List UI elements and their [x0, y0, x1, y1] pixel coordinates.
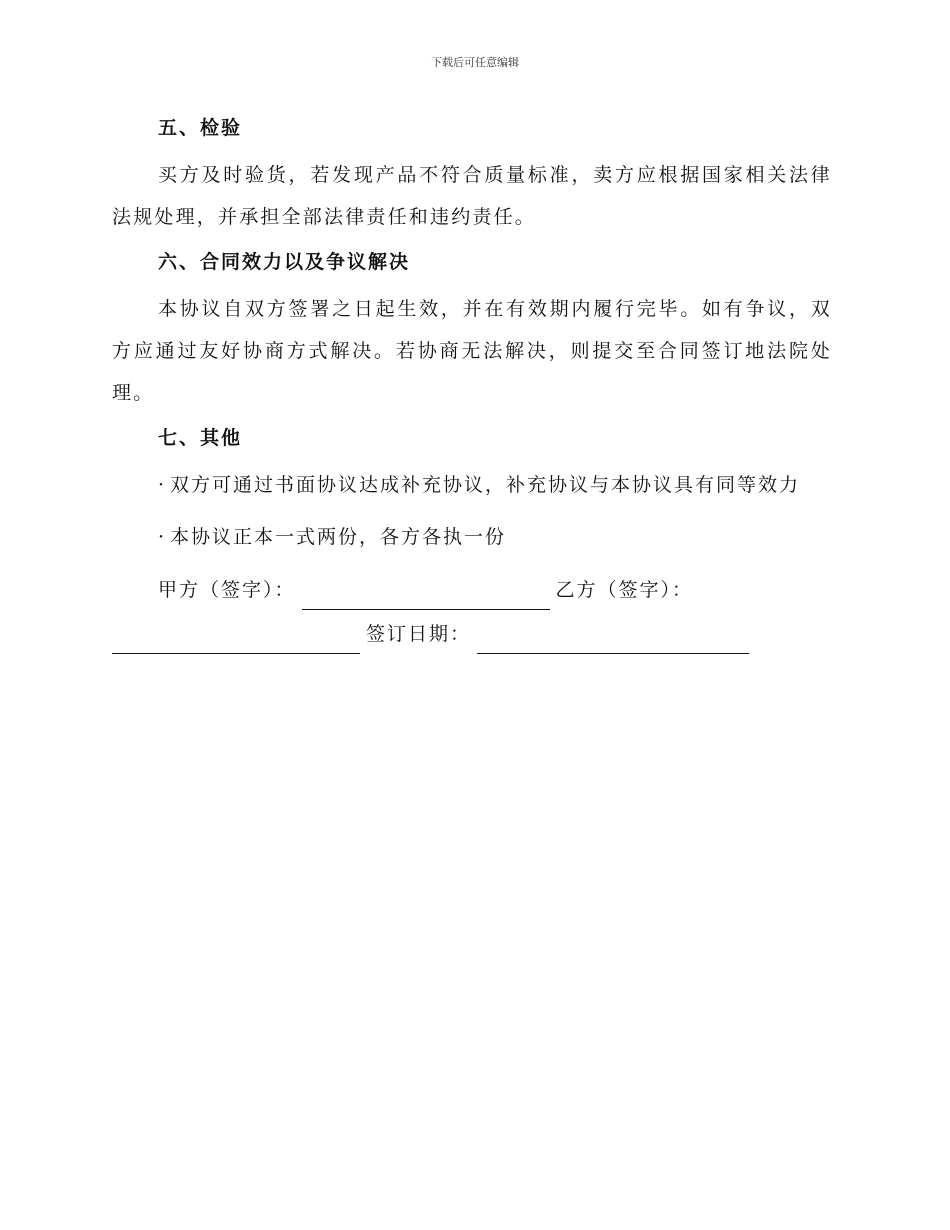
section-heading: 五、检验 — [158, 117, 243, 139]
page-header-note: 下载后可任意编辑 — [431, 56, 519, 69]
party-b-signature-label: 乙方（签字）： — [555, 579, 694, 601]
section-heading: 七、其他 — [158, 427, 243, 449]
list-item — [158, 516, 832, 558]
section-other — [112, 418, 832, 558]
section-heading: 六、合同效力以及争议解决 — [158, 251, 411, 273]
sign-date-label: 签订日期： — [366, 623, 472, 645]
party-a-signature-line — [302, 583, 550, 610]
document-body — [112, 108, 832, 654]
section-paragraph: 本协议自双方签署之日起生效，并在有效期内履行完毕。如有争议，双方应通过友好协商方式解决。若协商无法解决，则提交至合同签订地法院处理。 — [112, 298, 832, 404]
signature-row — [158, 570, 832, 610]
section-validity-disputes — [112, 242, 832, 414]
party-b-signature-line — [112, 627, 360, 654]
bullet-icon: · — [158, 474, 167, 496]
section-paragraph: 买方及时验货，若发现产品不符合质量标准，卖方应根据国家相关法律法规处理，并承担全部法律责任和违约责任。 — [112, 164, 832, 228]
signature-row — [112, 614, 832, 654]
section-inspection — [112, 108, 832, 238]
sign-date-line — [477, 627, 749, 654]
list-item-text: 本协议正本一式两份，各方各执一份 — [170, 526, 507, 548]
list-item-text: 双方可通过书面协议达成补充协议，补充协议与本协议具有同等效力 — [170, 474, 801, 496]
party-a-signature-label: 甲方（签字）： — [158, 579, 296, 601]
list-item — [158, 464, 832, 506]
bullet-icon: · — [158, 526, 167, 548]
